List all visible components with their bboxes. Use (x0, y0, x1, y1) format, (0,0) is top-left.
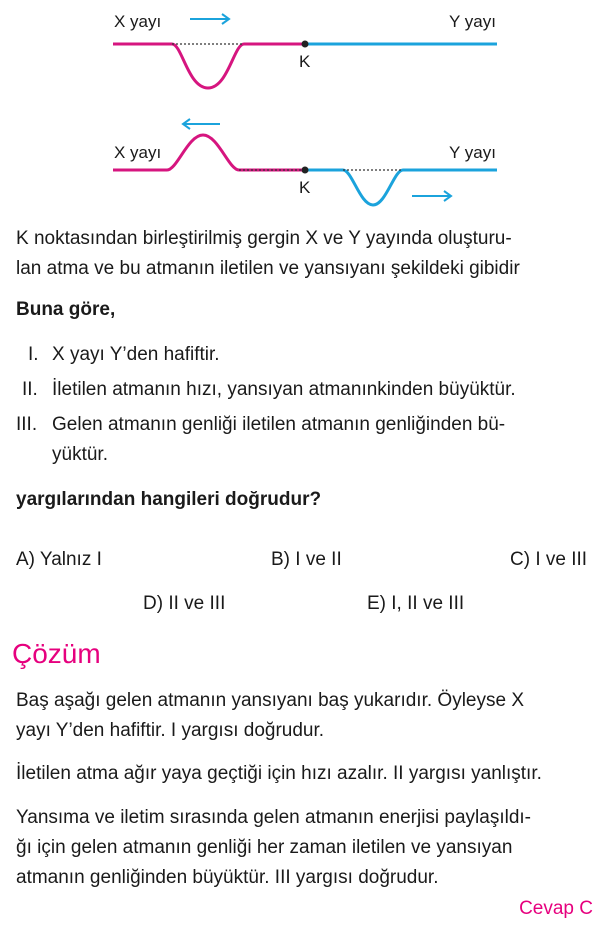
question-prompt: Buna göre, (16, 299, 116, 320)
solution-p3-line-2: ğı için gelen atmanın genliği her zaman iletilen ve yansıyan (16, 837, 513, 858)
solution-p3-line-3: atmanın genliğinden büyüktür. III yargısı doğrudur. (16, 867, 439, 888)
top-x-spring (113, 44, 305, 88)
option-e[interactable]: E) I, II ve III (367, 593, 465, 614)
option-d[interactable]: D) II ve III (143, 593, 226, 614)
statement-3-text-line-1: Gelen atmanın genliği iletilen atmanın genliğinden bü- (52, 414, 506, 435)
question-intro (16, 224, 601, 284)
statement-1-text: X yayı Y’den hafiftir. (52, 344, 220, 365)
bottom-k-label: K (299, 178, 311, 197)
intro-line-2: lan atma ve bu atmanın iletilen ve yansıyanı şekildeki gibidir (16, 258, 520, 279)
solution-p3-line-1: Yansıma ve iletim sırasında gelen atmanın enerjisi paylaşıldı- (16, 807, 532, 828)
top-spring-figure (113, 14, 497, 88)
bottom-right-arrow-icon (412, 191, 451, 201)
solution-title: Çözüm (12, 638, 101, 669)
statement-2-text: İletilen atmanın hızı, yansıyan atmanınkinden büyüktür. (52, 379, 516, 400)
answer-label: Cevap C (519, 898, 593, 919)
solution-paragraph-1 (16, 686, 601, 746)
solution-p1-line-2: yayı Y’den hafiftir. I yargısı doğrudur. (16, 720, 325, 741)
top-k-label: K (299, 52, 311, 71)
solution-paragraph-3 (16, 803, 601, 893)
statement-1-number: I. (28, 344, 39, 365)
intro-line-1: K noktasından birleştirilmiş gergin X ve Y yayında oluşturu- (16, 228, 512, 249)
top-right-arrow-icon (190, 14, 229, 24)
bottom-y-spring (305, 170, 497, 205)
bottom-y-label: Y yayı (449, 143, 496, 162)
top-y-label: Y yayı (449, 12, 496, 31)
option-b[interactable]: B) I ve II (271, 549, 342, 570)
bottom-x-label: X yayı (114, 143, 162, 162)
option-a[interactable]: A) Yalnız I (16, 549, 102, 570)
bottom-k-point (302, 167, 309, 174)
solution-p1-line-1: Baş aşağı gelen atmanın yansıyanı baş yukarıdır. Öyleyse X (16, 690, 524, 711)
statement-2-number: II. (22, 379, 38, 400)
bottom-left-arrow-icon (183, 119, 220, 129)
top-k-point (302, 41, 309, 48)
option-c[interactable]: C) I ve III (510, 549, 588, 570)
question-text: yargılarından hangileri doğrudur? (16, 489, 322, 510)
statement-3-number: III. (16, 414, 38, 435)
top-x-label: X yayı (114, 12, 162, 31)
statement-3-text-line-2: yüktür. (52, 444, 108, 465)
solution-p2-line-1: İletilen atma ağır yaya geçtiği için hızı azalır. II yargısı yanlıştır. (16, 763, 542, 784)
solution-paragraph-2 (16, 759, 601, 789)
